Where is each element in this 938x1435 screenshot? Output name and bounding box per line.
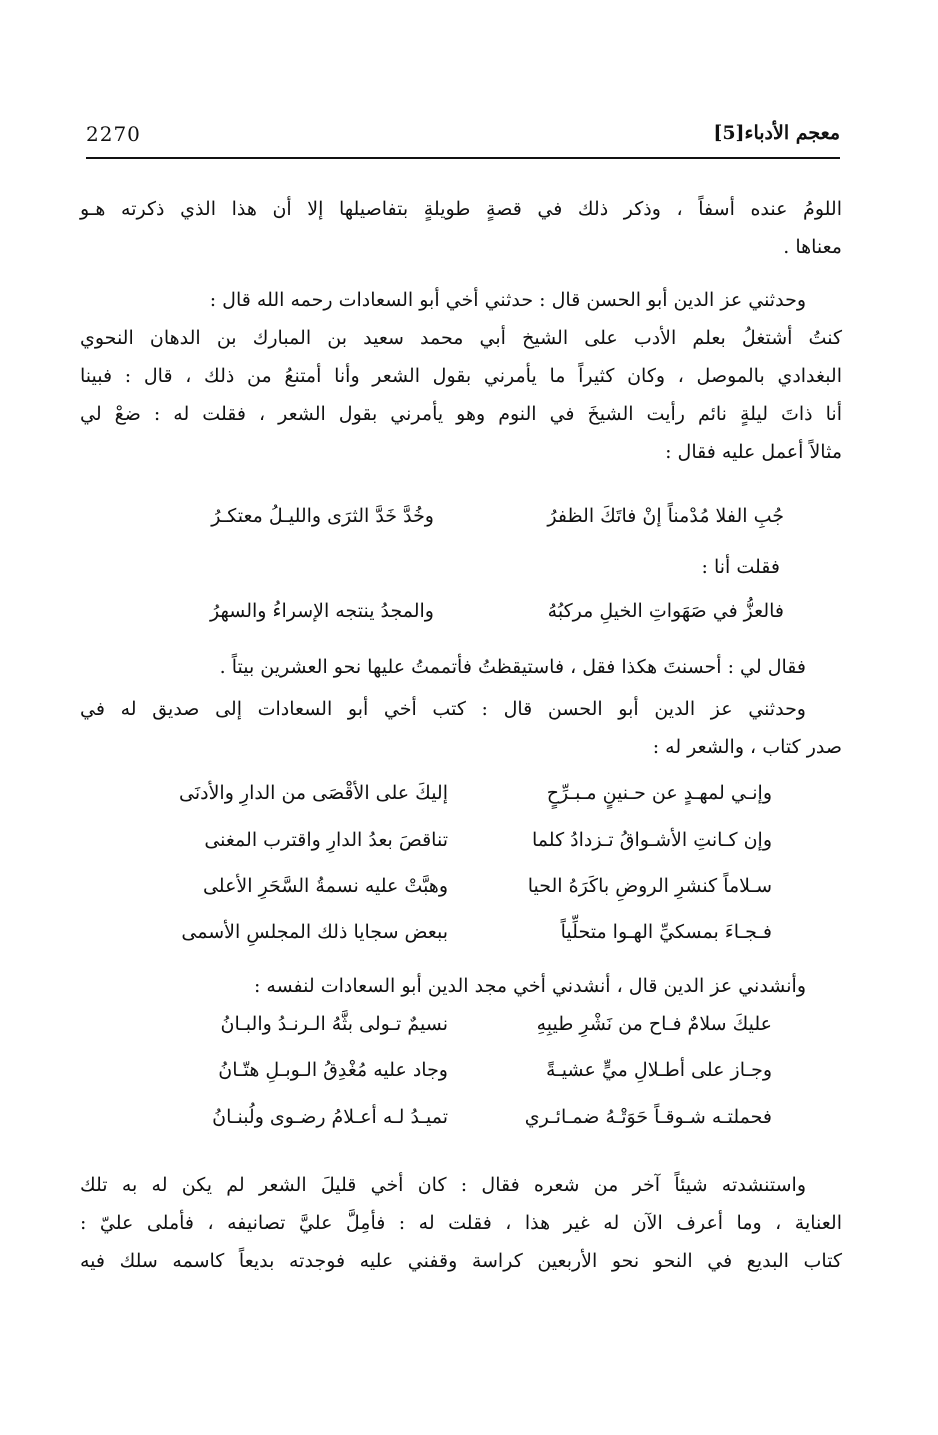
verse-first-hemistich: فالعزُّ في صَهَواتِ الخيلِ مركبُهُ bbox=[547, 600, 784, 622]
paragraph-4 bbox=[80, 690, 842, 766]
verse-first-hemistich: فـجـاءَ بمسكيِّ الهـوا متحلِّياً bbox=[560, 921, 772, 943]
text-line: اللومُ عنده أسفاً ، وذكر ذلك في قصةٍ طويلةٍ بتفاصيلها إلا أن هذا الذي ذكرته هـو bbox=[80, 198, 842, 220]
verse-first-hemistich: فحملتـه شـوقـاً حَوَتْـهُ ضمـائـري bbox=[524, 1106, 772, 1128]
verse-second-hemistich: والمجدُ ينتجه الإسراءُ والسهرُ bbox=[210, 600, 434, 622]
poem-line bbox=[80, 1013, 842, 1051]
text-line: صدر كتاب ، والشعر له : bbox=[652, 736, 842, 758]
verse-second-hemistich: وجاد عليه مُغْدِقُ الـوبـلِ هتّـانُ bbox=[218, 1059, 448, 1081]
verse-first-hemistich: عليكَ سلامٌ فـاح من نَشْرِ طيبِهِ bbox=[536, 1013, 772, 1035]
text-line: كتاب البديع في النحو نحو الأربعين كراسة وقفني عليه فوجدته بديعاً كاسمه سلك فيه bbox=[80, 1250, 842, 1272]
verse-line bbox=[80, 600, 842, 638]
verse-second-hemistich: إليكَ على الأقْصَى من الدارِ والأدنَى bbox=[179, 782, 448, 804]
verse-first-hemistich: جُبِ الفلا مُدْمناً إنْ فاتَكَ الظفرُ bbox=[547, 505, 784, 527]
running-head: معجم الأدباء[5] bbox=[713, 122, 840, 144]
verse-second-hemistich: وهبَّتْ عليه نسمةُ السَّحَرِ الأعلى bbox=[202, 875, 448, 897]
verse-first-hemistich: وجـاز على أطـلالِ ميٍّ عشيـةً bbox=[546, 1059, 772, 1081]
text-line: وحدثني عز الدين أبو الحسن قال : حدثني أخي أبو السعادات رحمه الله قال : bbox=[209, 289, 806, 311]
paragraph-5 bbox=[80, 967, 842, 1005]
text-line: كنتُ أشتغلُ بعلم الأدب على الشيخ أبي محمد سعيد بن المبارك بن الدهان النحوي bbox=[80, 327, 842, 349]
text-line: أنا ذاتَ ليلةٍ نائم رأيت الشيخَ في النوم وهو يأمرني بقول الشعر ، فقلت له : ضعْ لي bbox=[80, 403, 842, 425]
verse-first-hemistich: وإن كـانتِ الأشـواقُ تـزدادُ كلما bbox=[532, 829, 772, 851]
poem-line bbox=[80, 1059, 842, 1097]
poem-line bbox=[80, 829, 842, 867]
poem-line bbox=[80, 921, 842, 959]
verse-first-hemistich: سـلاماً كنشرِ الروضِ باكَرَهُ الحيا bbox=[527, 875, 772, 897]
text-line: فقال لي : أحسنتَ هكذا فقل ، فاستيقظتُ فأتممتُ عليها نحو العشرين بيتاً . bbox=[219, 656, 806, 678]
said-i-line: فقلت أنا : bbox=[701, 556, 780, 578]
text-line: معناها . bbox=[783, 236, 842, 258]
paragraph-3 bbox=[80, 648, 842, 686]
text-line: وأنشدني عز الدين قال ، أنشدني أخي مجد الدين أبو السعادات لنفسه : bbox=[253, 975, 806, 997]
paragraph-2 bbox=[80, 281, 842, 471]
poem-line bbox=[80, 1106, 842, 1144]
text-line: البغدادي بالموصل ، وكان كثيراً ما يأمرني بقول الشعر وأنا أمتنعُ من ذلك ، قال : فبينا bbox=[80, 365, 842, 387]
verse-line bbox=[80, 505, 842, 543]
verse-second-hemistich: وخُدَّ خَدَّ الثرَى والليـلُ معتكـرُ bbox=[211, 505, 434, 527]
header-rule bbox=[86, 157, 840, 159]
verse-second-hemistich: تميـدُ لـه أعـلامُ رضـوى ولُبنـانُ bbox=[212, 1106, 448, 1128]
page-header bbox=[86, 120, 840, 154]
paragraph-6 bbox=[80, 1166, 842, 1280]
text-line: واستنشدته شيئاً آخر من شعره فقال : كان أخي قليلَ الشعر لم يكن له به تلك bbox=[80, 1174, 806, 1196]
verse-second-hemistich: نسيمٌ تـولى بثَّهُ الـرنـدُ والبـانُ bbox=[220, 1013, 448, 1035]
verse-second-hemistich: ببعض سجايا ذلك المجلسِ الأسمى bbox=[181, 921, 448, 943]
text-line: مثالاً أعمل عليه فقال : bbox=[665, 441, 842, 463]
verse-first-hemistich: وإنـي لمهـدٍ عن حـنينٍ مـبـرِّحٍ bbox=[546, 782, 772, 804]
poem-line bbox=[80, 782, 842, 820]
poem-line bbox=[80, 875, 842, 913]
page-number: 2270 bbox=[86, 122, 141, 146]
paragraph-1 bbox=[80, 190, 842, 266]
text-line: العناية ، وما أعرف الآن له غير هذا ، فقلت له : فأمِلَّ عليَّ تصانيفه ، فأملى عليّ : bbox=[80, 1212, 842, 1234]
text-line: وحدثني عز الدين أبو الحسن قال : كتب أخي أبو السعادات إلى صديق له في bbox=[80, 698, 806, 720]
verse-second-hemistich: تناقصَ بعدُ الدارِ واقترب المغنى bbox=[204, 829, 448, 851]
